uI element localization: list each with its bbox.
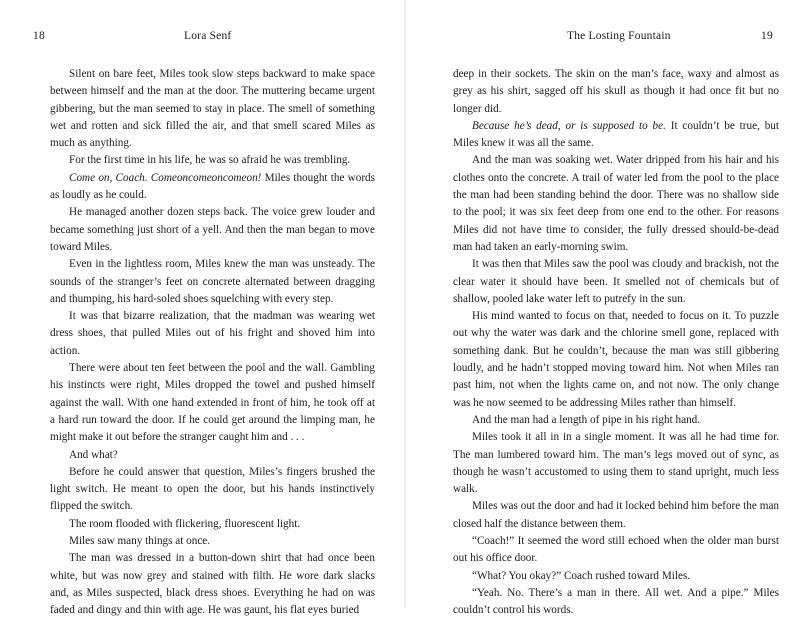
paragraph: Miles took it all in in a single moment. It was all he had time for. The man lumbered toward him. The man’s legs moved out of sync, as though he wasn’t accustomed to using them to stand upright, much less walk. [453,431,779,496]
paragraph: “Coach!” It seemed the word still echoed when the older man burst out his office door. [453,535,779,565]
paragraph: Before he could answer that question, Miles’s fingers brushed the light switch. He meant to open the door, but his hands instinctively flipped the switch. [50,465,375,513]
paragraph: It was then that Miles saw the pool was cloudy and brackish, not the clear water it should have been. It smelled not of chemicals but of shallow, pooled lake water left to putrefy in the sun. [453,258,779,305]
paragraph: “What? You okay?” Coach rushed toward Miles. [472,569,691,582]
paragraph: Silent on bare feet, Miles took slow steps backward to make space between himself and the man at the door. The muttering became urgent gibbering, but the man seemed to stay in place. The smell of something wet and rotten and sick filled the air, and that smell scared Miles as much as anything. [50,68,375,150]
right-page-text [453,66,779,620]
page-number: 19 [761,30,773,42]
paragraph: And what? [69,448,118,461]
paragraph: And the man was soaking wet. Water dripped from his hair and his clothes onto the concrete. A trail of water led from the pool to the place the man had been standing behind the door. There was no shallow side to the pool; it was six feet deep from one end to the other. For reasons Miles did not have time to consider, the fully dressed should-be-dead man had taken an early-morning swim. [453,154,779,253]
paragraph: Because he’s dead, or is supposed to be. It couldn’t be true, but Miles knew it was all the same. [453,119,779,150]
paragraph: His mind wanted to focus on that, needed to focus on it. To puzzle out why the water was dark and the chlorine smell gone, replaced with something dank. But he couldn’t, because the man was still gibbering loudly, and he hadn’t stopped moving toward him. Not when Miles ran past him, not when the lights came on, and not now. The only change was he now seemed to be addressing Miles rather than himself. [453,310,779,409]
paragraph: It was that bizarre realization, that the madman was wearing wet dress shoes, that pulled Miles out of his fright and shoved him into action. [50,310,375,357]
running-head-title: The Losting Fountain [567,30,671,42]
page-number: 18 [33,30,45,42]
paragraph: “Yeah. No. There’s a man in there. All wet. And a pipe.” Miles couldn’t control his words. [453,586,779,617]
paragraph: Come on, Coach. Comeoncomeoncomeon! Miles thought the words as loudly as he could. [50,171,376,202]
paragraph: He managed another dozen steps back. The voice grew louder and became something just short of a yell. And then the man began to move toward Miles. [50,206,375,253]
paragraph: The room flooded with flickering, fluorescent light. [69,517,301,530]
paragraph: There were about ten feet between the pool and the wall. Gambling his instincts were right, Miles dropped the towel and pushed himself against the wall. With one hand extended in front of him, he took off at a hard run toward the door. If he could get around the limping man, he might make it out before the stranger caught him and . . . [50,362,375,444]
italic-thought: Because he’s dead, or is supposed to be. [472,119,666,132]
running-head-author: Lora Senf [184,30,232,42]
left-page-text [50,66,375,620]
paragraph-continued: deep in their sockets. The skin on the man’s face, waxy and almost as grey as his shirt, sagged off his skull as though it had once fit but no longer did. [453,68,779,115]
paragraph: And the man had a length of pipe in his right hand. [472,413,701,426]
paragraph: Miles was out the door and had it locked behind him before the man closed half the distance between them. [453,500,779,530]
right-page [405,0,810,617]
paragraph: The man was dressed in a button-down shirt that had once been white, but was now grey and stained with filth. He wore dark slacks and, as Miles suspected, black dress shoes. Everything he had on was faded and dingy and thin with age. He was gaunt, his flat eyes buried [50,552,375,617]
paragraph: Miles saw many things at once. [69,535,211,548]
paragraph: For the first time in his life, he was so afraid he was trembling. [69,154,351,167]
left-page [0,0,405,617]
italic-thought: Come on, Coach. Comeoncomeoncomeon! [69,171,262,184]
paragraph: Even in the lightless room, Miles knew the man was unsteady. The sounds of the stranger’s feet on concrete alternated between dragging and thumping, his hard-soled shoes squelching with every step. [50,258,375,305]
